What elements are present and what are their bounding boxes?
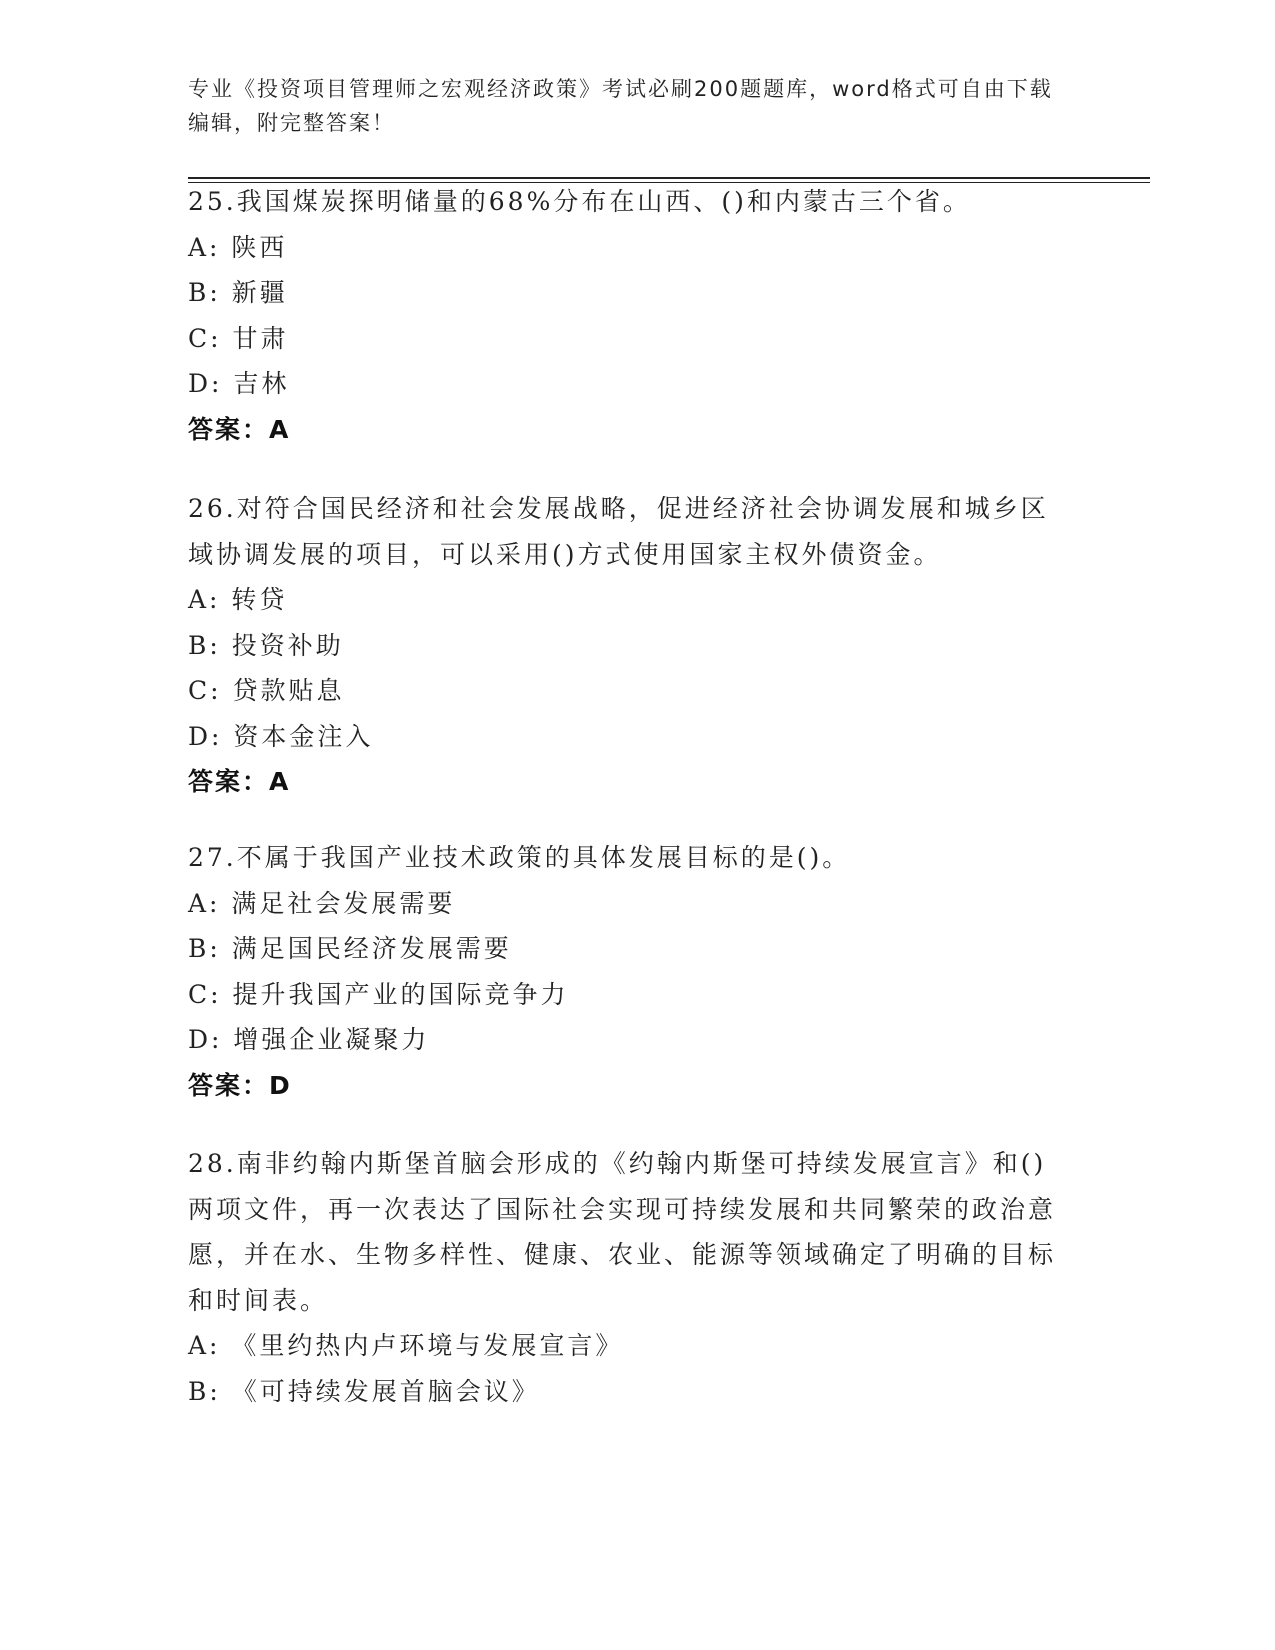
- option-d: D: 资本金注入: [188, 721, 374, 751]
- option-a: A: 转贷: [188, 585, 288, 614]
- option-c: C: 甘肃: [188, 323, 289, 353]
- question-text: 27.不属于我国产业技术政策的具体发展目标的是()。: [188, 843, 851, 872]
- option-a: A: 陕西: [188, 232, 288, 262]
- option-b: B: 投资补助: [188, 630, 344, 660]
- option-d: D: 吉林: [188, 369, 290, 398]
- question-text: 25.我国煤炭探明储量的68%分布在山西、()和内蒙古三个省。: [188, 187, 971, 216]
- option-b: B: 新疆: [188, 278, 288, 307]
- question-27: [188, 835, 1088, 1108]
- answer-label: 答案：D: [188, 1070, 292, 1100]
- question-text: 26.对符合国民经济和社会发展战略，促进经济社会协调发展和城乡区域协调发展的项目，可以采用()方式使用国家主权外债资金。: [188, 494, 1049, 569]
- answer-label: 答案：A: [188, 414, 291, 444]
- option-c: C: 提升我国产业的国际竞争力: [188, 979, 569, 1009]
- question-28: [188, 1141, 1088, 1414]
- option-b: B: 满足国民经济发展需要: [188, 934, 512, 963]
- answer-label: 答案：A: [188, 767, 291, 796]
- question-text: 28.南非约翰内斯堡首脑会形成的《约翰内斯堡可持续发展宣言》和()两项文件，再一次表达了国际社会实现可持续发展和共同繁荣的政治意愿，并在水、生物多样性、健康、农业、能源等领域确定了明确的目标和时间表。: [188, 1149, 1057, 1315]
- question-26: [188, 486, 1088, 805]
- question-25: [188, 179, 1088, 452]
- option-c: C: 贷款贴息: [188, 676, 345, 705]
- option-b: B: 《可持续发展首脑会议》: [188, 1376, 540, 1406]
- option-a: A: 《里约热内卢环境与发展宣言》: [188, 1331, 624, 1360]
- option-d: D: 增强企业凝聚力: [188, 1025, 430, 1054]
- document-header: 专业《投资项目管理师之宏观经济政策》考试必刷200题题库，word格式可自由下载编辑，附完整答案！: [188, 77, 1053, 135]
- option-a: A: 满足社会发展需要: [188, 888, 456, 918]
